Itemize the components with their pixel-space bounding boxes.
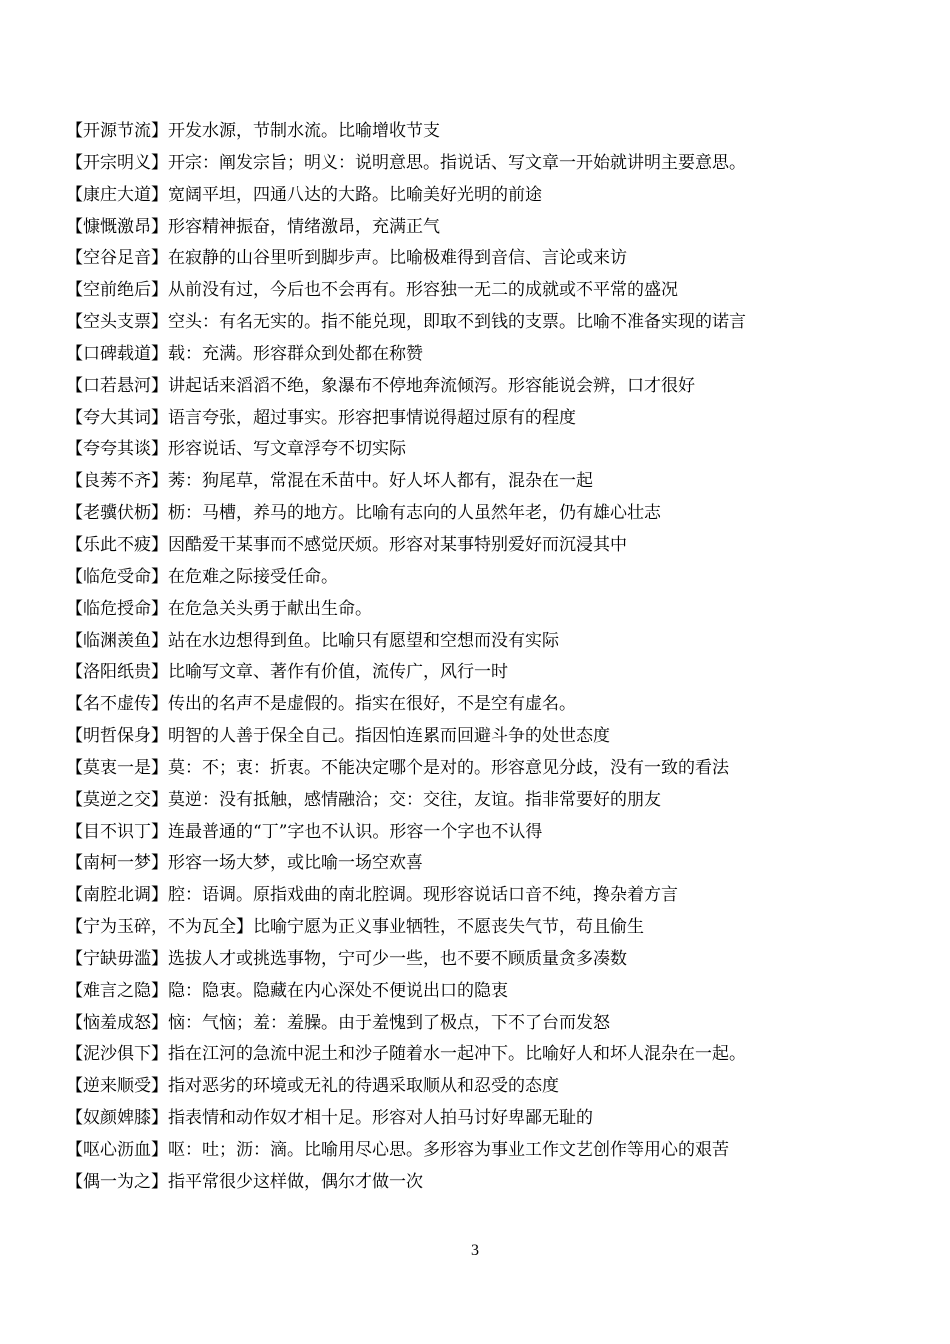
idiom-entry xyxy=(66,1135,886,1167)
idiom-term: 【难言之隐】 xyxy=(66,980,168,1001)
idiom-term: 【莫衷一是】 xyxy=(66,757,168,778)
idiom-term: 【开宗明义】 xyxy=(66,152,168,173)
idiom-term: 【临危受命】 xyxy=(66,566,168,587)
idiom-definition: 呕：吐；沥：滴。比喻用尽心思。多形容为事业工作文艺创作等用心的艰苦 xyxy=(168,1140,729,1160)
idiom-entry xyxy=(66,944,886,976)
idiom-entry xyxy=(66,180,886,212)
idiom-term: 【宁为玉碎，不为瓦全】 xyxy=(66,917,253,938)
idiom-entry xyxy=(66,976,886,1008)
idiom-entry xyxy=(66,212,886,244)
idiom-definition: 形容说话、写文章浮夸不切实际 xyxy=(168,439,406,460)
idiom-entry xyxy=(66,594,886,626)
idiom-definition: 比喻宁愿为正义事业牺牲，不愿丧失气节，苟且偷生 xyxy=(253,917,644,938)
idiom-definition: 指表情和动作奴才相十足。形容对人拍马讨好卑鄙无耻的 xyxy=(168,1108,593,1129)
idiom-definition: 在寂静的山谷里听到脚步声。比喻极难得到音信、言论或来访 xyxy=(168,248,627,269)
idiom-definition: 在危急关头勇于献出生命。 xyxy=(168,598,372,619)
idiom-definition: 莫：不；衷：折衷。不能决定哪个是对的。形容意见分歧，没有一致的看法 xyxy=(168,757,729,778)
idiom-entry xyxy=(66,498,886,530)
page-number: 3 xyxy=(471,1242,479,1259)
idiom-term: 【南柯一梦】 xyxy=(66,853,168,874)
idiom-term: 【空谷足音】 xyxy=(66,248,168,269)
idiom-entry xyxy=(66,912,886,944)
idiom-definition: 开宗：阐发宗旨；明义：说明意思。指说话、写文章一开始就讲明主要意思。 xyxy=(168,152,746,173)
idiom-definition: 宽阔平坦，四通八达的大路。比喻美好光明的前途 xyxy=(168,184,542,205)
idiom-definition: 莠：狗尾草，常混在禾苗中。好人坏人都有，混杂在一起 xyxy=(168,471,593,492)
idiom-definition: 指平常很少这样做，偶尔才做一次 xyxy=(168,1171,423,1192)
idiom-definition: 腔：语调。原指戏曲的南北腔调。现形容说话口音不纯，搀杂着方言 xyxy=(168,885,678,906)
idiom-term: 【逆来顺受】 xyxy=(66,1076,168,1097)
idiom-entry xyxy=(66,371,886,403)
idiom-entry xyxy=(66,1071,886,1103)
idiom-term: 【空前绝后】 xyxy=(66,280,168,301)
idiom-list xyxy=(66,116,886,1199)
idiom-term: 【临危授命】 xyxy=(66,598,168,619)
idiom-entry xyxy=(66,434,886,466)
idiom-term: 【莫逆之交】 xyxy=(66,789,168,810)
idiom-term: 【泥沙俱下】 xyxy=(66,1044,168,1065)
idiom-definition: 隐：隐衷。隐藏在内心深处不便说出口的隐衷 xyxy=(168,980,508,1001)
idiom-term: 【名不虚传】 xyxy=(66,694,168,715)
idiom-entry xyxy=(66,626,886,658)
idiom-term: 【夸大其词】 xyxy=(66,407,168,428)
idiom-term: 【慷慨激昂】 xyxy=(66,216,168,237)
idiom-entry xyxy=(66,562,886,594)
idiom-entry xyxy=(66,116,886,148)
idiom-definition: 恼：气恼；羞：羞臊。由于羞愧到了极点，下不了台而发怒 xyxy=(168,1012,610,1033)
idiom-entry xyxy=(66,721,886,753)
idiom-definition: 选拔人才或挑选事物，宁可少一些，也不要不顾质量贪多凑数 xyxy=(168,948,627,969)
idiom-definition: 连最普通的“丁”字也不认识。形容一个字也不认得 xyxy=(168,821,543,842)
idiom-term: 【口碑载道】 xyxy=(66,343,168,364)
idiom-term: 【口若悬河】 xyxy=(66,375,168,396)
idiom-entry xyxy=(66,1103,886,1135)
idiom-term: 【偶一为之】 xyxy=(66,1171,168,1192)
idiom-definition: 指对恶劣的环境或无礼的待遇采取顺从和忍受的态度 xyxy=(168,1076,559,1097)
idiom-term: 【恼羞成怒】 xyxy=(66,1012,168,1033)
idiom-entry xyxy=(66,530,886,562)
idiom-entry xyxy=(66,753,886,785)
idiom-entry xyxy=(66,848,886,880)
idiom-entry xyxy=(66,243,886,275)
idiom-definition: 枥：马槽，养马的地方。比喻有志向的人虽然年老，仍有雄心壮志 xyxy=(168,503,661,524)
idiom-entry xyxy=(66,1039,886,1071)
idiom-term: 【康庄大道】 xyxy=(66,184,168,205)
idiom-definition: 明智的人善于保全自己。指因怕连累而回避斗争的处世态度 xyxy=(168,726,610,747)
idiom-term: 【空头支票】 xyxy=(66,312,168,333)
idiom-term: 【夸夸其谈】 xyxy=(66,439,168,460)
idiom-entry xyxy=(66,1008,886,1040)
idiom-definition: 形容精神振奋，情绪激昂，充满正气 xyxy=(168,216,440,237)
idiom-definition: 传出的名声不是虚假的。指实在很好，不是空有虚名。 xyxy=(168,694,576,715)
idiom-term: 【良莠不齐】 xyxy=(66,471,168,492)
idiom-definition: 指在江河的急流中泥土和沙子随着水一起冲下。比喻好人和坏人混杂在一起。 xyxy=(168,1044,746,1065)
idiom-entry xyxy=(66,689,886,721)
idiom-definition: 莫逆：没有抵触，感情融洽；交：交往，友谊。指非常要好的朋友 xyxy=(168,789,661,810)
idiom-entry xyxy=(66,1167,886,1199)
idiom-definition: 在危难之际接受任命。 xyxy=(168,566,338,587)
idiom-term: 【目不识丁】 xyxy=(66,821,168,842)
idiom-term: 【南腔北调】 xyxy=(66,885,168,906)
idiom-term: 【呕心沥血】 xyxy=(66,1140,168,1160)
idiom-term: 【明哲保身】 xyxy=(66,726,168,747)
idiom-entry xyxy=(66,275,886,307)
idiom-entry xyxy=(66,880,886,912)
idiom-entry xyxy=(66,817,886,849)
idiom-term: 【宁缺毋滥】 xyxy=(66,948,168,969)
idiom-term: 【洛阳纸贵】 xyxy=(66,662,168,683)
idiom-definition: 载：充满。形容群众到处都在称赞 xyxy=(168,343,423,364)
idiom-definition: 比喻写文章、著作有价值，流传广，风行一时 xyxy=(168,662,508,683)
idiom-term: 【临渊羡鱼】 xyxy=(66,630,168,651)
idiom-entry xyxy=(66,466,886,498)
idiom-entry xyxy=(66,657,886,689)
idiom-entry xyxy=(66,339,886,371)
idiom-entry xyxy=(66,785,886,817)
idiom-definition: 开发水源，节制水流。比喻增收节支 xyxy=(168,121,440,141)
idiom-term: 【乐此不疲】 xyxy=(66,534,168,555)
idiom-entry xyxy=(66,307,886,339)
idiom-definition: 语言夸张，超过事实。形容把事情说得超过原有的程度 xyxy=(168,407,576,428)
idiom-entry xyxy=(66,403,886,435)
idiom-definition: 因酷爱干某事而不感觉厌烦。形容对某事特别爱好而沉浸其中 xyxy=(168,534,627,555)
idiom-term: 【老骥伏枥】 xyxy=(66,503,168,524)
idiom-term: 【奴颜婢膝】 xyxy=(66,1108,168,1129)
idiom-definition: 空头：有名无实的。指不能兑现，即取不到钱的支票。比喻不准备实现的诺言 xyxy=(168,312,746,333)
idiom-definition: 形容一场大梦，或比喻一场空欢喜 xyxy=(168,853,423,874)
idiom-entry xyxy=(66,148,886,180)
idiom-definition: 讲起话来滔滔不绝，象瀑布不停地奔流倾泻。形容能说会辨，口才很好 xyxy=(168,375,695,396)
idiom-definition: 从前没有过，今后也不会再有。形容独一无二的成就或不平常的盛况 xyxy=(168,280,678,301)
idiom-definition: 站在水边想得到鱼。比喻只有愿望和空想而没有实际 xyxy=(168,630,559,651)
idiom-term: 【开源节流】 xyxy=(66,121,168,141)
